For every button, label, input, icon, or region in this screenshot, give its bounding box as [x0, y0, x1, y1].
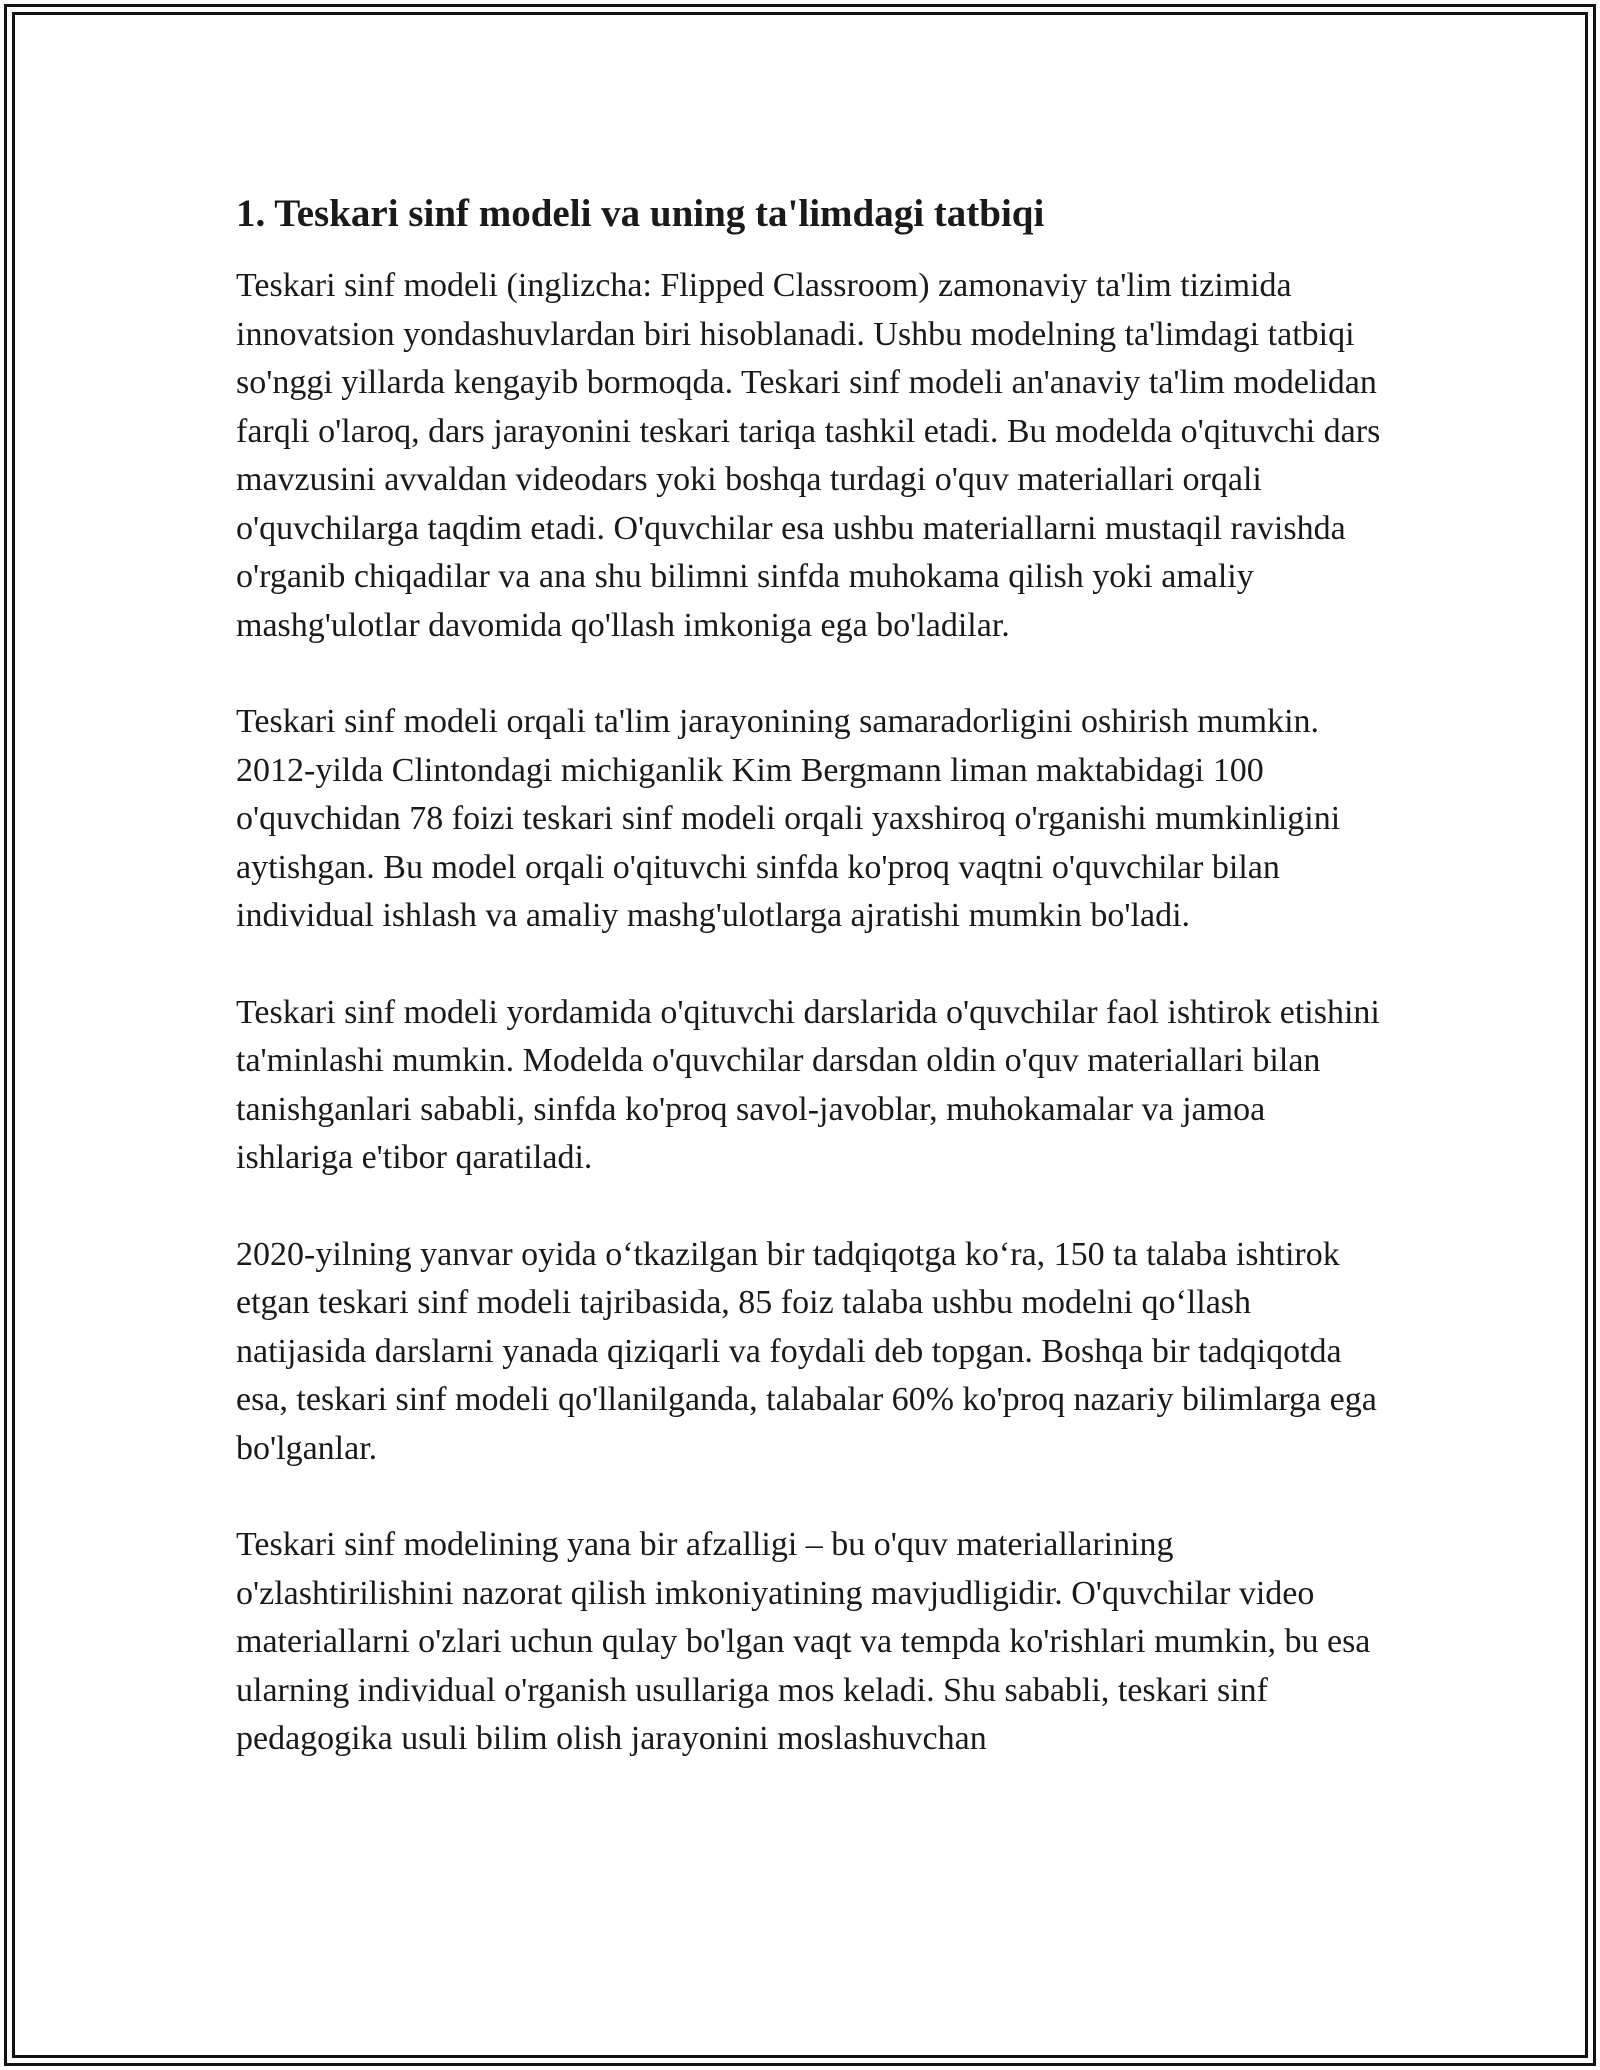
- paragraph-3: Teskari sinf modeli yordamida o'qituvchi darslarida o'quvchilar faol ishtirok etishini ta'minlashi mumkin. Modelda o'quvchilar darsdan oldin o'quv materiallari bilan tanishganlari sababli, sinfda ko'proq savol-javoblar, muhokamalar va jamoa ishlariga e'tibor qaratiladi.: [236, 993, 1380, 1176]
- paragraph-5: Teskari sinf modelining yana bir afzalligi – bu o'quv materiallarining o'zlashtirilishini nazorat qilish imkoniyatining mavjudligidir. O'quvchilar video materiallarni o'zlari uchun qulay bo'lgan vaqt va tempda ko'rishlari mumkin, bu esa ularning individual o'rganish usullariga mos keladi. Shu sababli, teskari sinf pedagogika usuli bilim olish jarayonini moslashuvchan: [236, 1526, 1371, 1757]
- paragraph-2: Teskari sinf modeli orqali ta'lim jarayonining samaradorligini oshirish mumkin. 2012-yilda Clintondagi michiganlik Kim Bergmann liman maktabidagi 100 o'quvchidan 78 foizi teskari sinf modeli orqali yaxshiroq o'rganishi mumkinligini aytishgan. Bu model orqali o'qituvchi sinfda ko'proq vaqtni o'quvchilar bilan individual ishlash va amaliy mashg'ulotlarga ajratishi mumkin bo'ladi.: [236, 703, 1341, 934]
- section-heading: 1. Teskari sinf modeli va uning ta'limdagi tatbiqi: [236, 192, 1045, 235]
- document-body: [236, 186, 1386, 1812]
- paragraph-4: 2020-yilning yanvar oyida o‘tkazilgan bir tadqiqotga ko‘ra, 150 ta talaba ishtirok etgan teskari sinf modeli tajribasida, 85 foiz talaba ushbu modelni qo‘llash natijasida darslarni yanada qiziqarli va foydali deb topgan. Boshqa bir tadqiqotda esa, teskari sinf modeli qo'llanilganda, talabalar 60% ko'proq nazariy bilimlarga ega bo'lganlar.: [236, 1235, 1377, 1467]
- paragraph-1: Teskari sinf modeli (inglizcha: Flipped Classroom) zamonaviy ta'lim tizimida innovatsion yondashuvlardan biri hisoblanadi. Ushbu modelning ta'limdagi tatbiqi so'nggi yillarda kengayib bormoqda. Teskari sinf modeli an'anaviy ta'lim modelidan farqli o'laroq, dars jarayonini teskari tariqa tashkil etadi. Bu modelda o'qituvchi dars mavzusini avvaldan videodars yoki boshqa turdagi o'quv materiallari orqali o'quvchilarga taqdim etadi. O'quvchilar esa ushbu materiallarni mustaqil ravishda o'rganib chiqadilar va ana shu bilimni sinfda muhokama qilish yoki amaliy mashg'ulotlar davomida qo'llash imkoniga ega bo'ladilar.: [236, 267, 1381, 644]
